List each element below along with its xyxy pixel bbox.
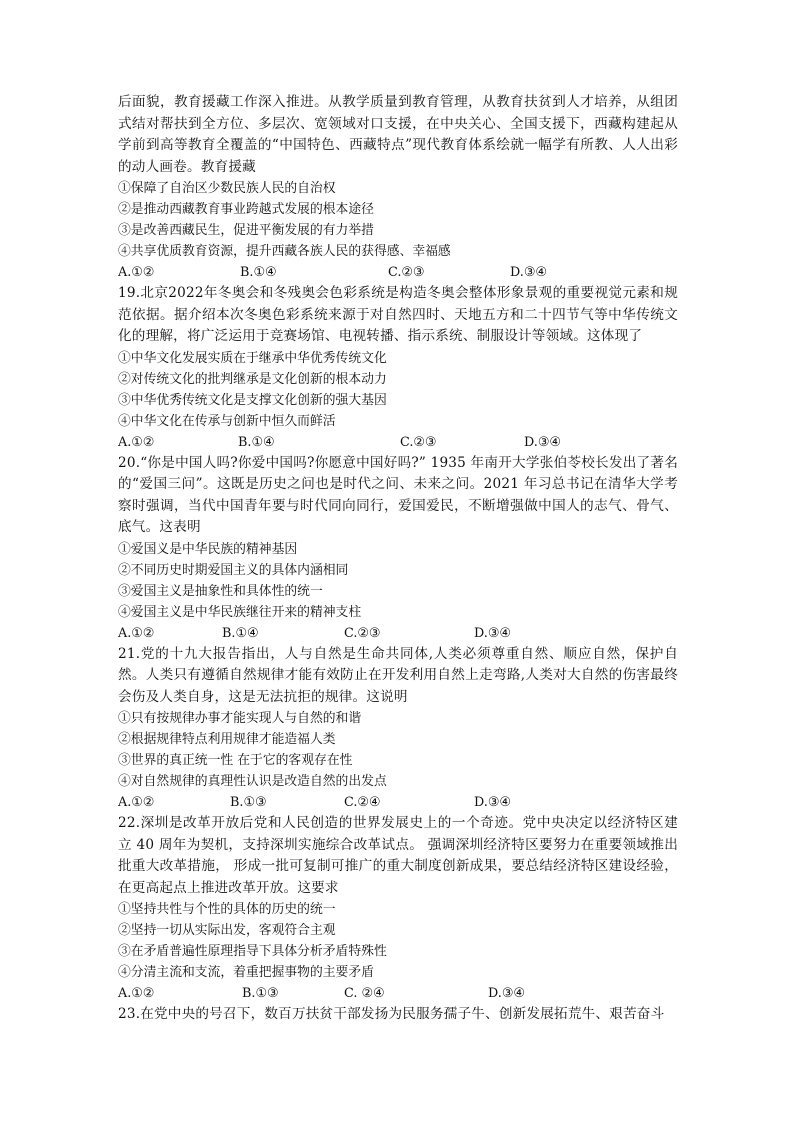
option-4: ④中华文化在传承与创新中恒久而鲜活 — [118, 413, 336, 429]
question-21 — [118, 644, 678, 814]
question-stem: 23.在党中央的号召下，数百万扶贫干部发扬为民服务孺子牛、创新发展拓荒牛、艰苦奋斗 — [118, 1006, 665, 1022]
answer-a: A.①② — [118, 265, 155, 280]
answer-c: C.②③ — [344, 625, 381, 641]
answer-d: D.③④ — [488, 986, 525, 1001]
option-4: ④对自然规律的真理性认识是改造自然的出发点 — [118, 774, 387, 789]
exam-page — [118, 92, 678, 1026]
answer-c: C.②④ — [344, 795, 381, 810]
option-2: ②是推动西藏教育事业跨越式发展的根本途径 — [118, 202, 374, 217]
answer-b: B.①④ — [238, 434, 275, 450]
answer-choices — [118, 262, 678, 283]
answer-choices — [118, 792, 678, 813]
option-4: ④分清主流和支流，着重把握事物的主要矛盾 — [118, 965, 374, 980]
answer-a: A.①② — [118, 795, 155, 810]
option-4: ④共享优质教育资源，提升西藏各族人民的获得感、幸福感 — [118, 244, 451, 259]
answer-b: B.①④ — [222, 625, 259, 641]
option-3: ③爱国主义是抽象性和具体性的统一 — [118, 583, 323, 599]
answer-d: D.③④ — [474, 795, 511, 810]
option-1: ①坚持共性与个性的具体的历史的统一 — [118, 902, 336, 917]
answer-b: B.①③ — [230, 795, 267, 810]
answer-a: A.①② — [118, 434, 155, 450]
option-3: ③世界的真正统一性 在于它的客观存在性 — [118, 753, 353, 768]
question-stem: 20.“你是中国人吗?你爱中国吗?你愿意中国好吗?” 1935 年南开大学张伯苓校长发出了著名的“爱国三问”。这既是历史之问也是时代之问、未来之问。2021 年习总书记在清华大学考察时强调，当代中国青年要与时代同向同行，爱国爱民，不断增强做中国人的志气、骨气、底气。这表明 — [118, 454, 678, 535]
option-4: ④爱国主义是中华民族继往开来的精神支柱 — [118, 604, 362, 620]
option-1: ①保障了自治区少数民族人民的自治权 — [118, 181, 336, 196]
option-2: ②坚持一切从实际出发，客观符合主观 — [118, 923, 336, 938]
option-3: ③中华优秀传统文化是支撑文化创新的强大基因 — [118, 392, 387, 408]
question-19 — [118, 283, 678, 453]
option-2: ②对传统文化的批判继承是文化创新的根本动力 — [118, 371, 387, 387]
answer-a: A.①② — [118, 625, 155, 641]
option-1: ①爱国义是中华民族的精神基因 — [118, 541, 298, 557]
question-stem: 19.北京2022年冬奥会和冬残奥会色彩系统是构造冬奥会整体形象景观的重要视觉元素和规范依据。据介绍本次冬奥色彩系统来源于对自然四时、天地五方和二十四节气等中华传统文化的理解，将广泛运用于竞赛场馆、电视转播、指示系统、制服设计等领域。这体现了 — [118, 285, 678, 344]
answer-b: B.①④ — [240, 265, 277, 280]
question-20 — [118, 453, 678, 644]
answer-c: C.②③ — [388, 265, 425, 280]
option-3: ③是改善西藏民生，促进平衡发展的有力举措 — [118, 223, 374, 238]
question-stem: 后面貌，教育援藏工作深入推进。从教学质量到教育管理，从教育扶贫到人才培养，从组团式结对帮扶到全方位、多层次、宽领域对口支援，在中央关心、全国支援下，西藏构建起从学前到高等教育全覆盖的“中国特色、西藏特点”现代教育体系绘就一幅学有所教、人人出彩的动人画卷。教育援藏 — [118, 94, 678, 175]
answer-d: D.③④ — [474, 625, 511, 641]
question-18 — [118, 92, 678, 283]
answer-d: D.③④ — [510, 265, 547, 280]
answer-c: C. ②④ — [344, 986, 385, 1001]
answer-choices — [118, 983, 678, 1004]
option-1: ①中华文化发展实质在于继承中华优秀传统文化 — [118, 350, 387, 366]
option-2: ②不同历史时期爱国主义的具体内涵相同 — [118, 562, 349, 578]
answer-c: C.②③ — [400, 434, 437, 450]
answer-d: D.③④ — [524, 434, 561, 450]
question-stem: 21.党的十九大报告指出，人与自然是生命共同体,人类必须尊重自然、顺应自然，保护自然。人类只有遵循自然规律才能有效防止在开发利用自然上走弯路,人类对大自然的伤害最终会伤及人类自身，这是无法抗拒的规律。这说明 — [118, 645, 678, 705]
answer-choices — [118, 432, 678, 453]
option-3: ③在矛盾普遍性原理指导下具体分析矛盾特殊性 — [118, 944, 387, 959]
answer-b: B.①③ — [242, 986, 279, 1001]
answer-choices — [118, 623, 678, 644]
option-2: ②根据规律特点利用规律才能造福人类 — [118, 732, 336, 747]
question-22 — [118, 813, 678, 1004]
answer-a: A.①② — [118, 986, 155, 1001]
option-1: ①只有按规律办事才能实现人与自然的和谐 — [118, 711, 362, 726]
question-stem: 22.深圳是改革开放后党和人民创造的世界发展史上的一个奇迹。党中央决定以经济特区建立 40 周年为契机，支持深圳实施综合改革试点。 强调深圳经济特区要努力在重要领域推出批重大改革措施， 形成一批可复制可推广的重大制度创新成果，要总结经济特区建设经验，在更高起点上推进改革开放。这要求 — [118, 815, 678, 896]
question-23 — [118, 1004, 678, 1026]
